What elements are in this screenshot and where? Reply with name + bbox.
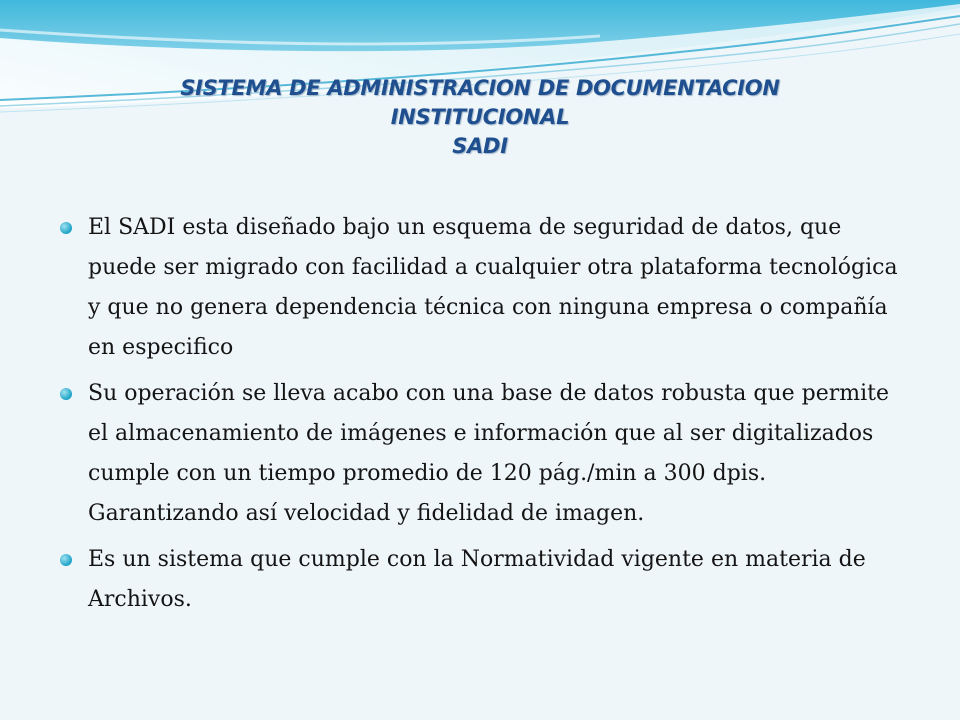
bullet-item <box>58 374 908 534</box>
title-line-2: INSTITUCIONAL <box>390 105 570 129</box>
title-line-3: SADI <box>452 134 508 158</box>
bullet-dot-icon <box>60 388 72 400</box>
bullet-item <box>58 208 908 368</box>
bullet-list <box>58 208 908 626</box>
bullet-dot-icon <box>60 554 72 566</box>
slide-title <box>60 74 900 161</box>
bullet-text: Su operación se lleva acabo con una base de datos robusta que permite el almacenamiento de imágenes e información que al ser digitalizados cumple con un tiempo promedio de 120 pág./min a 300 dpis. Garantizando así velocidad y fidelidad de imagen. <box>88 381 890 526</box>
bullet-text: El SADI esta diseñado bajo un esquema de seguridad de datos, que puede ser migrado con facilidad a cualquier otra plataforma tecnológica y que no genera dependencia técnica con ninguna empresa o compañía en especifico <box>88 215 898 360</box>
bullet-item <box>58 540 908 620</box>
bullet-dot-icon <box>60 222 72 234</box>
bullet-text: Es un sistema que cumple con la Normatividad vigente en materia de Archivos. <box>88 547 866 612</box>
title-line-1: SISTEMA DE ADMINISTRACION DE DOCUMENTACION <box>180 76 780 100</box>
